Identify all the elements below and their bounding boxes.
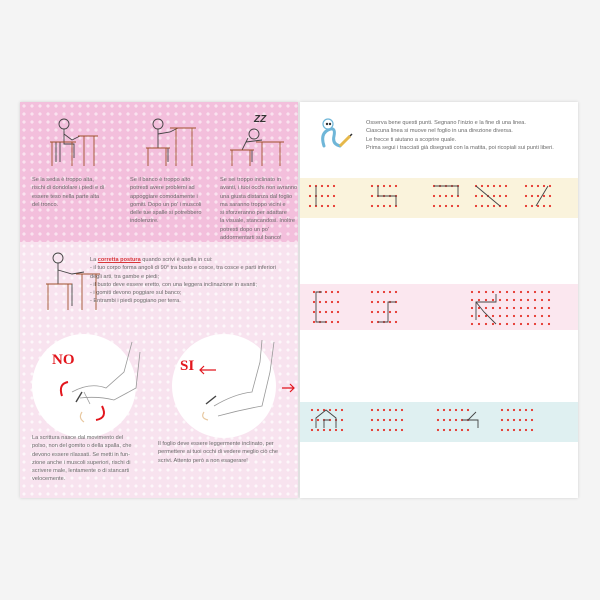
grid-dot	[492, 307, 494, 309]
grid-dot	[313, 301, 315, 303]
grid-dot	[531, 419, 533, 421]
right-page	[300, 102, 578, 498]
grid-dot	[485, 307, 487, 309]
grid-dot	[501, 419, 503, 421]
grid-dot	[548, 323, 550, 325]
grid-dot	[443, 409, 445, 411]
grid-dot	[443, 419, 445, 421]
traced-line	[378, 302, 396, 322]
grid-dot	[513, 323, 515, 325]
grid-dot	[506, 291, 508, 293]
grid-dot	[389, 205, 391, 207]
instructions-text: Osserva bene questi punti. Segnano l'inizio e la fine di una linea. Ciascuna linea si muove nel foglio in una direzione diversa. Le frecce ti aiutano a scoprire quale. Prima segui i tracciati già disegnati con la matita, poi ricopiali sui punti liberi.	[366, 120, 554, 151]
grid-dot	[383, 311, 385, 313]
grid-dot	[481, 185, 483, 187]
grid-dot	[531, 205, 533, 207]
grid-dot	[531, 409, 533, 411]
kid-sleeping-illustration	[218, 112, 288, 172]
grid-dot	[437, 409, 439, 411]
grid-dot	[439, 205, 441, 207]
grid-dot	[313, 321, 315, 323]
grid-dot	[433, 205, 435, 207]
grid-dot	[520, 323, 522, 325]
kid-high-desk-illustration	[130, 112, 200, 172]
grid-dot	[337, 321, 339, 323]
grid-dot	[471, 291, 473, 293]
tip-high-chair: Se la sedia è troppo alta, rischi di dondolare i piedi e di essere teso nella parte alta del tronco.	[32, 177, 105, 208]
grid-dot	[507, 409, 509, 411]
grid-dot	[527, 315, 529, 317]
grid-dot	[449, 409, 451, 411]
grid-dot	[371, 311, 373, 313]
grid-dot	[487, 205, 489, 207]
grid-dot	[493, 195, 495, 197]
grid-dot	[325, 301, 327, 303]
grid-dot	[317, 429, 319, 431]
grid-dot	[395, 409, 397, 411]
grid-dot	[513, 315, 515, 317]
grid-dot	[549, 195, 551, 197]
grid-dot	[525, 429, 527, 431]
grid-dot	[327, 205, 329, 207]
grid-dot	[531, 429, 533, 431]
grid-dot	[527, 299, 529, 301]
grid-dot	[499, 185, 501, 187]
grid-dot	[519, 429, 521, 431]
grid-dot	[335, 429, 337, 431]
grid-dot	[445, 195, 447, 197]
grid-dot	[377, 409, 379, 411]
grid-dot	[371, 291, 373, 293]
traced-line	[476, 186, 500, 206]
grid-dot	[537, 185, 539, 187]
grid-dot	[371, 301, 373, 303]
grid-dot	[506, 307, 508, 309]
grid-dot	[534, 315, 536, 317]
grid-dot	[492, 315, 494, 317]
grid-dot	[513, 291, 515, 293]
grid-dot	[485, 291, 487, 293]
grid-dot	[333, 205, 335, 207]
grid-dot	[449, 419, 451, 421]
grid-dot	[325, 291, 327, 293]
grid-dot	[492, 323, 494, 325]
traced-line	[316, 292, 326, 322]
grid-dot	[506, 299, 508, 301]
grid-dot	[457, 205, 459, 207]
grid-dot	[451, 195, 453, 197]
traced-line	[434, 186, 458, 196]
grid-dot	[548, 299, 550, 301]
grid-dot	[337, 291, 339, 293]
traced-line	[378, 186, 396, 206]
grid-dot	[513, 307, 515, 309]
grid-dot	[449, 429, 451, 431]
traced-line	[324, 420, 330, 428]
grid-dot	[383, 185, 385, 187]
grid-dot	[439, 195, 441, 197]
grid-dot	[389, 429, 391, 431]
grid-dot	[531, 185, 533, 187]
grid-dot	[327, 195, 329, 197]
posture-keyword: corretta postura	[97, 257, 141, 263]
grid-dot	[337, 311, 339, 313]
grid-dot	[499, 195, 501, 197]
grid-dot	[321, 185, 323, 187]
grid-dot	[329, 409, 331, 411]
grid-dot	[478, 323, 480, 325]
grid-dot	[492, 299, 494, 301]
grid-dot	[451, 205, 453, 207]
grid-dot	[548, 291, 550, 293]
traced-line	[316, 410, 336, 428]
kid-high-chair-illustration	[32, 112, 102, 172]
grid-dot	[309, 185, 311, 187]
grid-dot	[506, 323, 508, 325]
grid-dot	[443, 429, 445, 431]
correct-posture-text: La corretta postura quando scrivi è quella in cui: - il tuo corpo forma angoli di 90° tra busto e cosce, tra cosce e parti inferiori degli arti, tra gambe e piedi; - il busto deve essere eretto, con una leggera inclinazione in avanti; - i gomiti devono poggiare sul banco; - Entrambi i piedi poggiano per terra.	[90, 257, 276, 305]
grid-dot	[321, 205, 323, 207]
grid-dot	[499, 323, 501, 325]
grid-dot	[461, 429, 463, 431]
grid-dot	[471, 299, 473, 301]
grid-dot	[505, 185, 507, 187]
grid-dot	[331, 301, 333, 303]
grid-dot	[525, 195, 527, 197]
grid-dot	[311, 409, 313, 411]
grid-dot	[493, 185, 495, 187]
grid-dot	[478, 299, 480, 301]
grid-dot	[541, 291, 543, 293]
grid-dot	[331, 291, 333, 293]
grid-dot	[543, 205, 545, 207]
grid-dot	[505, 205, 507, 207]
grid-dot	[401, 409, 403, 411]
grid-dot	[513, 419, 515, 421]
grid-dot	[513, 429, 515, 431]
grid-dot	[520, 307, 522, 309]
grid-dot	[309, 195, 311, 197]
left-page	[20, 102, 298, 498]
grid-dot	[401, 419, 403, 421]
grid-dot	[467, 429, 469, 431]
zzz-text: ZZ	[254, 114, 267, 125]
grid-dot	[325, 311, 327, 313]
dot-grid-canvas	[300, 102, 578, 498]
grid-dot	[501, 409, 503, 411]
grid-dot	[371, 419, 373, 421]
tip-leaning: Se sei troppo inclinato in avanti, i tuoi occhi non avranno una giusta distanza dal foglio ma saranno troppo vicini e si sforzeranno per adattare la visuale, stancandosi. Inoltre potresti dopo un po' addormentarti sul banco!	[220, 177, 298, 242]
grid-dot	[395, 185, 397, 187]
grid-dot	[520, 291, 522, 293]
si-label: SI	[180, 358, 195, 374]
grid-dot	[505, 195, 507, 197]
grid-dot	[478, 291, 480, 293]
grid-dot	[371, 409, 373, 411]
grid-dot	[485, 299, 487, 301]
grid-dot	[371, 429, 373, 431]
grid-dot	[309, 205, 311, 207]
grid-dot	[389, 311, 391, 313]
grid-dot	[383, 409, 385, 411]
grid-dot	[377, 301, 379, 303]
grid-dot	[337, 301, 339, 303]
grid-dot	[541, 307, 543, 309]
grid-dot	[377, 419, 379, 421]
grid-dot	[525, 409, 527, 411]
grid-dot	[323, 429, 325, 431]
grid-dot	[383, 429, 385, 431]
grid-dot	[341, 429, 343, 431]
grid-dot	[527, 291, 529, 293]
grid-dot	[311, 429, 313, 431]
grid-dot	[485, 323, 487, 325]
grid-dot	[437, 429, 439, 431]
grid-dot	[499, 291, 501, 293]
no-label: NO	[52, 352, 75, 368]
grid-dot	[541, 315, 543, 317]
grid-dot	[493, 205, 495, 207]
grid-dot	[321, 195, 323, 197]
grid-dot	[445, 205, 447, 207]
grid-dot	[377, 291, 379, 293]
grid-dot	[389, 419, 391, 421]
grid-dot	[499, 307, 501, 309]
grid-dot	[313, 291, 315, 293]
grid-dot	[341, 419, 343, 421]
grid-dot	[481, 205, 483, 207]
grid-dot	[371, 195, 373, 197]
grid-dot	[471, 315, 473, 317]
grid-dot	[531, 195, 533, 197]
grid-dot	[433, 195, 435, 197]
grid-dot	[331, 321, 333, 323]
traced-line	[468, 412, 476, 420]
grid-dot	[481, 195, 483, 197]
grid-dot	[455, 429, 457, 431]
grid-dot	[543, 195, 545, 197]
grid-dot	[383, 301, 385, 303]
grid-dot	[377, 429, 379, 431]
grid-dot	[383, 205, 385, 207]
grid-dot	[471, 323, 473, 325]
grid-dot	[389, 185, 391, 187]
grid-dot	[455, 419, 457, 421]
grid-dot	[389, 409, 391, 411]
grid-dot	[371, 205, 373, 207]
grid-dot	[471, 307, 473, 309]
grid-dot	[395, 429, 397, 431]
grid-dot	[507, 429, 509, 431]
grid-dot	[313, 311, 315, 313]
grid-dot	[537, 205, 539, 207]
grid-dot	[377, 205, 379, 207]
grid-dot	[319, 311, 321, 313]
grid-dot	[534, 291, 536, 293]
grid-dot	[541, 299, 543, 301]
grid-dot	[499, 299, 501, 301]
grid-dot	[327, 185, 329, 187]
grid-dot	[389, 291, 391, 293]
grid-dot	[548, 307, 550, 309]
grid-dot	[329, 429, 331, 431]
grid-dot	[311, 419, 313, 421]
grid-dot	[401, 429, 403, 431]
traced-line	[462, 420, 478, 428]
grid-dot	[519, 419, 521, 421]
grid-dot	[527, 307, 529, 309]
grid-dot	[525, 205, 527, 207]
grid-dot	[475, 195, 477, 197]
grid-dot	[319, 301, 321, 303]
tip-high-desk: Se il banco è troppo alto potresti avere problemi ad appoggiare comodamente i gomiti. Dopo un po' i muscoli delle tue spalle si potrebbero indolenzire.	[130, 177, 202, 225]
grid-dot	[501, 429, 503, 431]
grid-dot	[537, 195, 539, 197]
grid-dot	[548, 315, 550, 317]
grid-dot	[520, 315, 522, 317]
grid-dot	[335, 409, 337, 411]
grid-dot	[383, 291, 385, 293]
grid-dot	[549, 185, 551, 187]
grid-dot	[534, 307, 536, 309]
wrist-text: La scrittura nasce dal movimento del polso, non del gomito o della spalla, che devono essere rilassati. Se metti in fun- zione anche i muscoli superiori, rischi di scrivere male, lentamente o di stancarti velocemente.	[32, 435, 132, 483]
grid-dot	[455, 409, 457, 411]
grid-dot	[543, 185, 545, 187]
grid-dot	[395, 321, 397, 323]
grid-dot	[395, 419, 397, 421]
grid-dot	[534, 323, 536, 325]
grid-dot	[371, 321, 373, 323]
grid-dot	[527, 323, 529, 325]
grid-dot	[541, 323, 543, 325]
grid-dot	[513, 409, 515, 411]
grid-dot	[507, 419, 509, 421]
grid-dot	[475, 205, 477, 207]
grid-dot	[499, 315, 501, 317]
grid-dot	[534, 299, 536, 301]
grid-dot	[525, 419, 527, 421]
wrong-arm-illustration	[32, 332, 142, 442]
paper-tilt-text: Il foglio deve essere leggermente inclinato, per permettere ai tuoi occhi di vedere meglio ciò che scrivi. Attento però a non esagerare!	[158, 441, 279, 464]
grid-dot	[317, 409, 319, 411]
grid-dot	[519, 409, 521, 411]
grid-dot	[333, 185, 335, 187]
grid-dot	[492, 291, 494, 293]
correct-arm-illustration	[170, 332, 298, 442]
grid-dot	[525, 185, 527, 187]
grid-dot	[371, 185, 373, 187]
traced-line	[476, 302, 496, 324]
grid-dot	[331, 311, 333, 313]
grid-dot	[437, 419, 439, 421]
grid-dot	[506, 315, 508, 317]
grid-dot	[461, 409, 463, 411]
grid-dot	[341, 409, 343, 411]
grid-dot	[487, 185, 489, 187]
grid-dot	[389, 321, 391, 323]
grid-dot	[549, 205, 551, 207]
grid-dot	[513, 299, 515, 301]
grid-dot	[317, 419, 319, 421]
grid-dot	[467, 409, 469, 411]
grid-dot	[395, 291, 397, 293]
grid-dot	[383, 419, 385, 421]
grid-dot	[478, 315, 480, 317]
grid-dot	[395, 311, 397, 313]
grid-dot	[520, 299, 522, 301]
grid-dot	[377, 311, 379, 313]
grid-dot	[333, 195, 335, 197]
